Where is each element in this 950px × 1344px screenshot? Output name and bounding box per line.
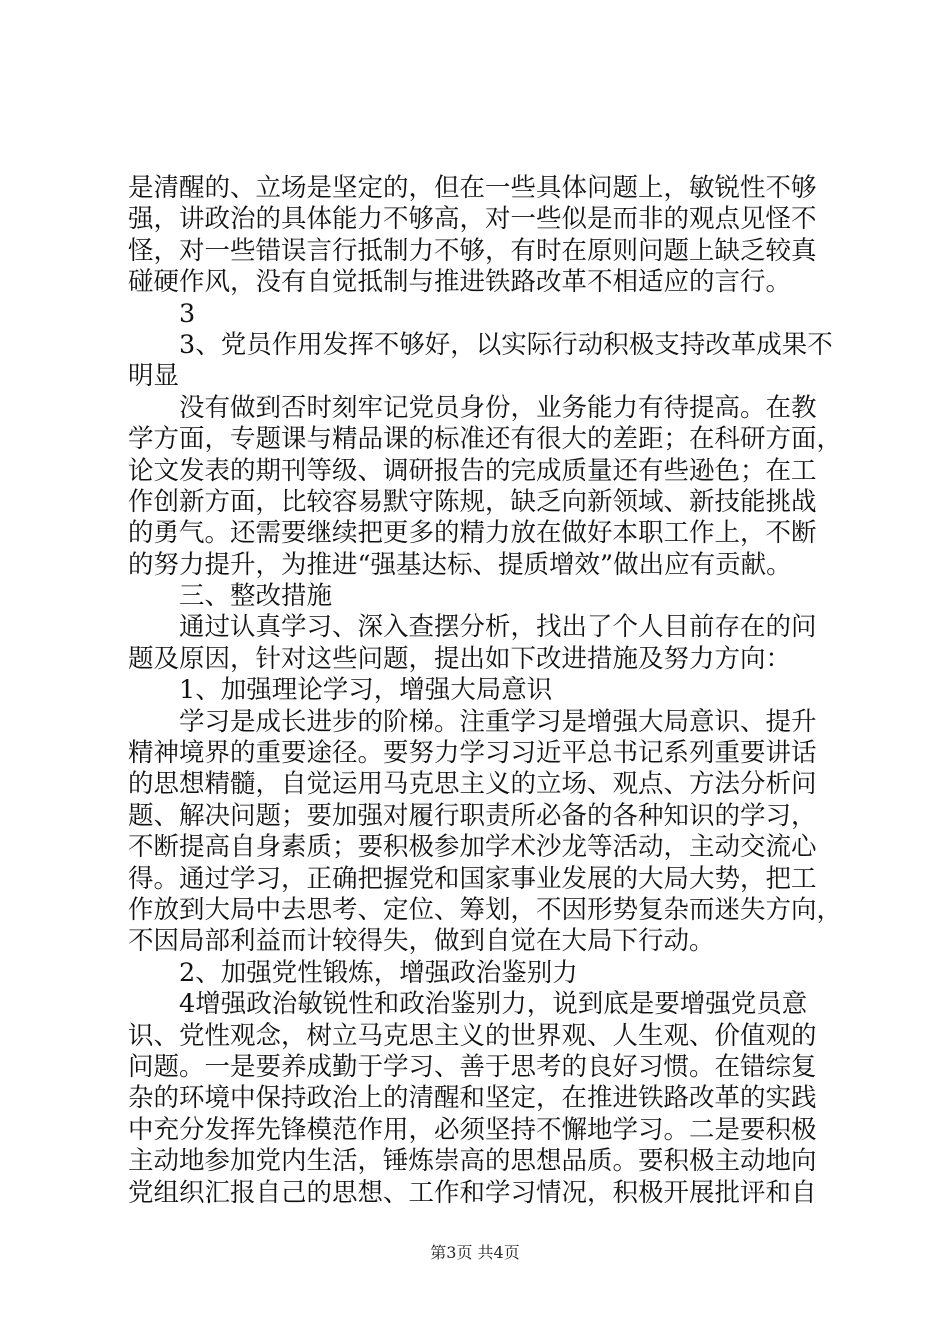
page-footer: 第3页 共4页 [430,1243,520,1262]
text-line: 碰硬作风，没有自觉抵制与推进铁路改革不相适应的言行。 [128,267,792,298]
text-line: 学方面，专题课与精品课的标准还有很大的差距；在科研方面， [128,424,843,455]
text-line: 题、解决问题；要加强对履行职责所必备的各种知识的学习， [128,800,817,831]
text-line: 主动地参加党内生活，锤炼崇高的思想品质。要积极主动地向 [128,1146,817,1177]
text-line: 不断提高自身素质；要积极参加学术沙龙等活动，主动交流心 [128,832,817,863]
text-line: 强，讲政治的具体能力不够高，对一些似是而非的观点见怪不 [128,204,817,235]
text-line: 4增强政治敏锐性和政治鉴别力，说到底是要增强党员意 [179,989,808,1020]
text-line: 2、加强党性锻炼，增强政治鉴别力 [179,957,578,988]
text-line: 的勇气。还需要继续把更多的精力放在做好本职工作上，不断 [128,518,817,549]
text-line: 学习是成长进步的阶梯。注重学习是增强大局意识、提升 [179,706,817,737]
text-line: 精神境界的重要途径。要努力学习习近平总书记系列重要讲话 [128,738,817,769]
text-line: 的努力提升，为推进“强基达标、提质增效”做出应有贡献。 [128,549,792,580]
text-line: 3、党员作用发挥不够好，以实际行动积极支持改革成果不 [179,329,833,360]
text-line: 论文发表的期刊等级、调研报告的完成质量还有些逊色；在工 [128,455,817,486]
text-line: 的思想精髓，自觉运用马克思主义的立场、观点、方法分析问 [128,769,817,800]
text-line: 没有做到否时刻牢记党员身份，业务能力有待提高。在教 [179,392,817,423]
text-line: 题及原因，针对这些问题，提出如下改进措施及努力方向： [128,643,792,674]
text-line: 怪，对一些错误言行抵制力不够，有时在原则问题上缺乏较真 [128,235,817,266]
document-body [128,173,843,1209]
text-line: 问题。一是要养成勤于学习、善于思考的良好习惯。在错综复 [128,1051,817,1082]
text-line: 作创新方面，比较容易默守陈规，缺乏向新领域、新技能挑战 [128,486,817,517]
text-line: 作放到大局中去思考、定位、筹划，不因形势复杂而迷失方向， [128,894,843,925]
text-line: 中充分发挥先锋模范作用，必须坚持不懈地学习。二是要积极 [128,1114,817,1145]
text-line: 三、整改措施 [179,581,333,612]
text-line: 杂的环境中保持政治上的清醒和坚定，在推进铁路改革的实践 [128,1083,817,1114]
text-line: 得。通过学习，正确把握党和国家事业发展的大局大势，把工 [128,863,817,894]
text-line: 识、党性观念，树立马克思主义的世界观、人生观、价值观的 [128,1020,817,1051]
text-line: 不因局部利益而计较得失，做到自觉在大局下行动。 [128,926,715,957]
text-line: 3 [179,298,196,329]
text-line: 明显 [128,361,180,392]
text-line: 党组织汇报自己的思想、工作和学习情况，积极开展批评和自 [128,1177,817,1208]
text-line: 是清醒的、立场是坚定的，但在一些具体问题上，敏锐性不够 [128,173,817,203]
text-line: 1、加强理论学习，增强大局意识 [179,675,553,706]
text-line: 通过认真学习、深入查摆分析，找出了个人目前存在的问 [179,612,817,643]
